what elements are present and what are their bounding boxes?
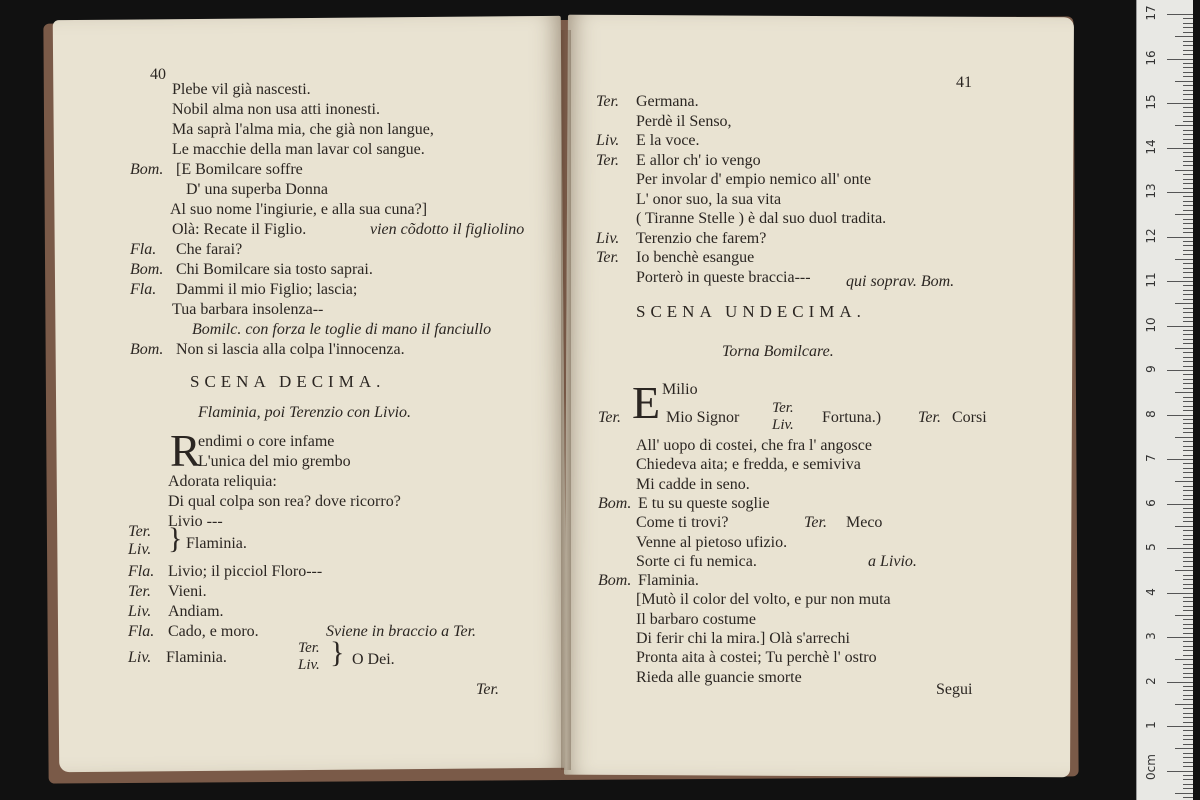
ruler-tick xyxy=(1183,686,1193,687)
verse-line: Flaminia. xyxy=(166,649,227,666)
scene-title: SCENA DECIMA. xyxy=(190,372,386,391)
speaker-label: Liv. xyxy=(128,649,152,666)
ruler-tick xyxy=(1183,76,1193,77)
ruler-tick xyxy=(1183,179,1193,180)
ruler-tick xyxy=(1183,272,1193,273)
ruler-tick xyxy=(1183,472,1193,473)
ruler-label: 16 xyxy=(1144,49,1158,66)
speaker-label: Ter. xyxy=(596,151,619,169)
ruler-tick xyxy=(1175,303,1193,304)
scene-characters: Torna Bomilcare. xyxy=(722,343,834,360)
verse-line: Che farai? xyxy=(176,241,243,258)
verse-line: Adorata reliquia: xyxy=(168,473,277,490)
ruler-tick xyxy=(1183,690,1193,691)
ruler-tick xyxy=(1183,517,1193,518)
stage-direction: vien cõdotto il figliolino xyxy=(370,221,525,238)
verse-line: Non si lascia alla colpa l'innocenza. xyxy=(176,341,405,358)
ruler-tick xyxy=(1183,94,1193,95)
ruler-tick xyxy=(1175,615,1193,616)
ruler-tick xyxy=(1183,521,1193,522)
ruler-tick xyxy=(1183,539,1193,540)
ruler-label: 12 xyxy=(1144,227,1158,244)
ruler-label: 0cm xyxy=(1144,753,1158,780)
ruler-tick xyxy=(1183,584,1193,585)
speaker-label: Ter. xyxy=(128,583,151,600)
ruler-label: 1 xyxy=(1144,721,1158,729)
ruler-tick xyxy=(1183,152,1193,153)
ruler-tick xyxy=(1183,228,1193,229)
speaker-label: Ter. xyxy=(804,514,827,532)
verse-line: O Dei. xyxy=(352,651,395,668)
ruler-tick xyxy=(1183,250,1193,251)
ruler-tick xyxy=(1183,561,1193,562)
ruler-tick xyxy=(1175,659,1193,660)
ruler-tick xyxy=(1183,312,1193,313)
ruler-label: 3 xyxy=(1144,632,1158,640)
verse-line: E tu su queste soglie xyxy=(638,494,770,512)
ruler-tick xyxy=(1183,357,1193,358)
ruler-tick xyxy=(1183,713,1193,714)
verse-line: Come ti trovi? xyxy=(636,514,729,532)
ruler-tick xyxy=(1183,232,1193,233)
verse-line: Venne al pietoso ufizio. xyxy=(636,533,788,551)
ruler-tick xyxy=(1183,379,1193,380)
verse-line: Fortuna.) xyxy=(822,409,882,426)
verse-line: Di qual colpa son rea? dove ricorro? xyxy=(168,493,401,510)
verse-line: Io benchè esangue xyxy=(636,249,755,266)
ruler-tick xyxy=(1183,450,1193,451)
ruler-tick xyxy=(1183,410,1193,411)
scene-characters: Flaminia, poi Terenzio con Livio. xyxy=(198,404,412,421)
measuring-ruler xyxy=(1136,0,1193,800)
ruler-tick xyxy=(1175,214,1193,215)
stage-direction: Bomilc. con forza le toglie di mano il fanciullo xyxy=(192,321,492,338)
ruler-tick xyxy=(1183,139,1193,140)
ruler-tick xyxy=(1167,281,1193,282)
ruler-tick xyxy=(1175,570,1193,571)
ruler-tick xyxy=(1183,321,1193,322)
ruler-label: 8 xyxy=(1144,409,1158,418)
ruler-tick xyxy=(1183,23,1193,24)
verse-line: Tua barbara insolenza-- xyxy=(172,301,324,318)
verse-line: Flaminia. xyxy=(186,535,247,552)
speaker-label: Fla. xyxy=(130,281,157,298)
ruler-tick xyxy=(1175,170,1193,171)
ruler-tick xyxy=(1183,352,1193,353)
speaker-label: Liv. xyxy=(128,603,152,620)
ruler-tick xyxy=(1175,793,1193,794)
verse-line: Pronta aita à costei; Tu perchè l' ostro xyxy=(636,649,877,667)
ruler-tick xyxy=(1183,766,1193,767)
ruler-label: 9 xyxy=(1144,365,1158,373)
ruler-label: 17 xyxy=(1144,5,1158,21)
ruler-tick xyxy=(1183,677,1193,678)
ruler-tick xyxy=(1183,401,1193,402)
ruler-tick xyxy=(1183,406,1193,407)
ruler-tick xyxy=(1183,210,1193,211)
ruler-tick xyxy=(1183,343,1193,344)
ruler-tick xyxy=(1183,762,1193,763)
ruler-tick xyxy=(1183,366,1193,367)
ruler-tick xyxy=(1183,330,1193,331)
ruler-tick xyxy=(1183,268,1193,269)
ruler-tick xyxy=(1183,50,1193,51)
verse-line: E la voce. xyxy=(636,132,700,149)
ruler-tick xyxy=(1183,730,1193,731)
verse-line: Terenzio che farem? xyxy=(636,229,767,247)
ruler-tick xyxy=(1167,415,1193,416)
verse-line: Cado, e moro. xyxy=(168,623,259,640)
verse-line: E allor ch' io vengo xyxy=(636,151,761,169)
verse-line: Plebe vil già nascesti. xyxy=(172,81,311,98)
verse-line: Sorte ci fu nemica. xyxy=(636,552,757,570)
ruler-label: 14 xyxy=(1144,138,1158,155)
ruler-tick xyxy=(1183,646,1193,647)
ruler-tick xyxy=(1183,575,1193,576)
verse-line: Dammi il mio Figlio; lascia; xyxy=(176,281,358,298)
ruler-tick xyxy=(1167,103,1193,104)
ruler-tick xyxy=(1183,290,1193,291)
ruler-tick xyxy=(1183,699,1193,700)
ruler-tick xyxy=(1183,606,1193,607)
ruler-tick xyxy=(1183,428,1193,429)
ruler-label: 13 xyxy=(1144,183,1158,199)
ruler-tick xyxy=(1183,183,1193,184)
ruler-tick xyxy=(1183,552,1193,553)
ruler-tick xyxy=(1183,254,1193,255)
ruler-tick xyxy=(1183,308,1193,309)
speaker-label: Bom. xyxy=(598,494,632,512)
page-number: 41 xyxy=(956,74,972,91)
speaker-label: Fla. xyxy=(128,623,155,640)
ruler-tick xyxy=(1175,259,1193,260)
ruler-tick xyxy=(1183,419,1193,420)
ruler-tick xyxy=(1183,477,1193,478)
ruler-tick xyxy=(1183,134,1193,135)
speaker-label: Bom. xyxy=(598,572,632,590)
speaker-stack: Ter. Liv. xyxy=(128,523,152,558)
ruler-tick xyxy=(1183,165,1193,166)
ruler-tick xyxy=(1183,579,1193,580)
ruler-tick xyxy=(1183,784,1193,785)
ruler-tick xyxy=(1167,459,1193,460)
ruler-tick xyxy=(1183,441,1193,442)
ruler-tick xyxy=(1183,432,1193,433)
ruler-tick xyxy=(1183,673,1193,674)
ruler-tick xyxy=(1167,148,1193,149)
stage-direction: qui soprav. Bom. xyxy=(846,272,955,290)
ruler-tick xyxy=(1183,530,1193,531)
ruler-tick xyxy=(1183,463,1193,464)
ruler-tick xyxy=(1183,717,1193,718)
verse-line: Andiam. xyxy=(168,603,224,620)
ruler-tick xyxy=(1183,499,1193,500)
ruler-tick xyxy=(1167,548,1193,549)
verse-line: L' onor suo, la sua vita xyxy=(636,190,782,208)
ruler-tick xyxy=(1167,14,1193,15)
ruler-label: 4 xyxy=(1144,587,1158,596)
ruler-tick xyxy=(1183,633,1193,634)
ruler-tick xyxy=(1183,161,1193,162)
speaker-label: Bom. xyxy=(130,261,164,278)
ruler-tick xyxy=(1183,753,1193,754)
ruler-tick xyxy=(1183,156,1193,157)
verse-line: Corsi xyxy=(952,409,987,426)
verse-line: Per involar d' empio nemico all' onte xyxy=(636,171,872,188)
ruler-tick xyxy=(1183,196,1193,197)
ruler-tick xyxy=(1183,383,1193,384)
ruler-tick xyxy=(1183,245,1193,246)
ruler-tick xyxy=(1183,219,1193,220)
ruler-tick xyxy=(1183,566,1193,567)
ruler-tick xyxy=(1183,641,1193,642)
ruler-tick xyxy=(1167,237,1193,238)
ruler-tick xyxy=(1167,192,1193,193)
verse-line: L'unica del mio grembo xyxy=(198,453,351,470)
verse-line: Livio --- xyxy=(168,513,223,530)
ruler-tick xyxy=(1183,739,1193,740)
ruler-tick xyxy=(1167,370,1193,371)
ruler-tick xyxy=(1183,143,1193,144)
verse-line: Chiedeva aita; e fredda, e semiviva xyxy=(636,456,861,474)
ruler-tick xyxy=(1183,619,1193,620)
speaker-label: Ter. xyxy=(598,409,621,426)
ruler-tick xyxy=(1183,775,1193,776)
ruler-tick xyxy=(1183,588,1193,589)
verse-line: All' uopo di costei, che fra l' angosce xyxy=(636,437,872,454)
ruler-tick xyxy=(1183,223,1193,224)
ruler-tick xyxy=(1183,597,1193,598)
ruler-tick xyxy=(1183,601,1193,602)
ruler-tick xyxy=(1183,757,1193,758)
speaker-label: Ter. xyxy=(596,249,619,266)
speaker-label: Fla. xyxy=(128,563,155,580)
ruler-tick xyxy=(1183,72,1193,73)
ruler-tick xyxy=(1183,121,1193,122)
catchword: Segui xyxy=(936,681,973,698)
verse-line: Il barbaro costume xyxy=(636,610,756,628)
ruler-tick xyxy=(1183,535,1193,536)
ruler-tick xyxy=(1175,81,1193,82)
ruler-tick xyxy=(1167,682,1193,683)
brace-glyph: } xyxy=(168,522,183,555)
ruler-tick xyxy=(1183,277,1193,278)
verse-line: Germana. xyxy=(636,93,699,110)
verse-line: Mi cadde in seno. xyxy=(636,475,750,493)
ruler-tick xyxy=(1183,32,1193,33)
ruler-tick xyxy=(1183,655,1193,656)
ruler-tick xyxy=(1183,628,1193,629)
ruler-tick xyxy=(1167,771,1193,772)
ruler-label: 6 xyxy=(1144,498,1158,507)
speaker-stack: Ter. Liv. xyxy=(772,400,794,433)
speaker-label: Liv. xyxy=(596,229,620,247)
ruler-tick xyxy=(1183,294,1193,295)
speaker-label: Ter. xyxy=(918,409,941,426)
drop-cap: E xyxy=(632,377,661,428)
verse-line: ( Tiranne Stelle ) è dal suo duol tradita. xyxy=(636,210,887,227)
ruler-tick xyxy=(1183,174,1193,175)
speaker-label: Ter. xyxy=(596,93,619,110)
ruler-label: 10 xyxy=(1144,316,1158,333)
brace-glyph: } xyxy=(330,636,345,669)
verse-line: Perdè il Senso, xyxy=(636,112,732,130)
verse-line: Le macchie della man lavar col sangue. xyxy=(172,141,425,158)
ruler-tick xyxy=(1175,748,1193,749)
ruler-tick xyxy=(1183,664,1193,665)
ruler-tick xyxy=(1183,241,1193,242)
ruler-tick xyxy=(1167,637,1193,638)
verse-line: Meco xyxy=(846,514,883,532)
ruler-tick xyxy=(1183,708,1193,709)
ruler-tick xyxy=(1175,437,1193,438)
ruler-tick xyxy=(1183,744,1193,745)
ruler-tick xyxy=(1183,285,1193,286)
ruler-tick xyxy=(1183,544,1193,545)
verse-line: Milio xyxy=(662,381,698,398)
verse-line: [Mutò il color del volto, e pur non muta xyxy=(636,591,891,609)
ruler-tick xyxy=(1183,779,1193,780)
verse-line: Vieni. xyxy=(168,583,207,600)
ruler-tick xyxy=(1175,125,1193,126)
drop-cap: R xyxy=(170,425,201,476)
speaker-label: Bom. xyxy=(130,161,164,178)
verse-line: Di ferir chi la mira.] Olà s'arrechi xyxy=(636,630,850,647)
speaker-label: Bom. xyxy=(130,341,164,358)
ruler-tick xyxy=(1183,317,1193,318)
ruler-tick xyxy=(1183,299,1193,300)
ruler-tick xyxy=(1183,610,1193,611)
ruler-tick xyxy=(1183,263,1193,264)
ruler-tick xyxy=(1167,59,1193,60)
ruler-tick xyxy=(1183,397,1193,398)
verse-line: Rieda alle guancie smorte xyxy=(636,668,802,686)
ruler-tick xyxy=(1183,668,1193,669)
ruler-tick xyxy=(1183,339,1193,340)
ruler-tick xyxy=(1183,130,1193,131)
ruler-tick xyxy=(1183,27,1193,28)
ruler-tick xyxy=(1183,788,1193,789)
speaker-stack: Ter. Liv. xyxy=(298,640,320,673)
ruler-tick xyxy=(1183,388,1193,389)
verse-line: Chi Bomilcare sia tosto saprai. xyxy=(176,261,373,278)
page-number: 40 xyxy=(150,66,166,83)
ruler-tick xyxy=(1167,504,1193,505)
ruler-tick xyxy=(1183,624,1193,625)
ruler-label: 11 xyxy=(1144,272,1158,288)
scene-title: SCENA UNDECIMA. xyxy=(636,302,866,321)
ruler-label: 5 xyxy=(1144,543,1158,551)
speaker-label: Fla. xyxy=(130,241,157,258)
ruler-tick xyxy=(1183,99,1193,100)
ruler-tick xyxy=(1183,188,1193,189)
ruler-tick xyxy=(1183,495,1193,496)
ruler-tick xyxy=(1183,112,1193,113)
ruler-tick xyxy=(1183,116,1193,117)
ruler-tick xyxy=(1183,446,1193,447)
ruler-tick xyxy=(1183,490,1193,491)
ruler-tick xyxy=(1183,508,1193,509)
ruler-tick xyxy=(1183,54,1193,55)
verse-line: Livio; il picciol Floro--- xyxy=(168,563,323,580)
verse-line: Mio Signor xyxy=(666,409,740,426)
verse-line: Ma saprà l'alma mia, che già non langue, xyxy=(172,121,434,138)
ruler-tick xyxy=(1183,797,1193,798)
ruler-tick xyxy=(1183,557,1193,558)
catchword: Ter. xyxy=(476,681,499,698)
ruler-tick xyxy=(1183,423,1193,424)
ruler-label: 2 xyxy=(1144,676,1158,685)
ruler-tick xyxy=(1183,45,1193,46)
ruler-tick xyxy=(1183,107,1193,108)
ruler-label: 15 xyxy=(1144,94,1158,110)
verse-line: D' una superba Donna xyxy=(186,181,328,198)
ruler-tick xyxy=(1183,67,1193,68)
stage-direction: Sviene in braccio a Ter. xyxy=(326,623,477,640)
verse-line: endimi o core infame xyxy=(198,433,335,450)
verse-line: Porterò in queste braccia--- xyxy=(636,268,811,286)
ruler-tick xyxy=(1183,722,1193,723)
ruler-tick xyxy=(1183,205,1193,206)
ruler-tick xyxy=(1183,41,1193,42)
ruler-tick xyxy=(1183,18,1193,19)
ruler-tick xyxy=(1167,726,1193,727)
verse-line: Al suo nome l'ingiurie, e alla sua cuna?] xyxy=(170,201,428,218)
ruler-tick xyxy=(1167,326,1193,327)
ruler-tick xyxy=(1183,90,1193,91)
ruler-tick xyxy=(1175,704,1193,705)
ruler-tick xyxy=(1183,468,1193,469)
ruler-tick xyxy=(1175,526,1193,527)
ruler-tick xyxy=(1175,392,1193,393)
ruler-tick xyxy=(1183,361,1193,362)
verse-line: Flaminia. xyxy=(638,572,699,590)
verse-line: Olà: Recate il Figlio. xyxy=(172,221,307,238)
ruler-tick xyxy=(1183,201,1193,202)
book-gutter xyxy=(561,30,571,770)
verse-line: Nobil alma non usa atti inonesti. xyxy=(172,101,380,118)
ruler-tick xyxy=(1175,481,1193,482)
ruler-tick xyxy=(1183,735,1193,736)
ruler-tick xyxy=(1183,85,1193,86)
ruler-tick xyxy=(1183,512,1193,513)
ruler-label: 7 xyxy=(1144,454,1158,462)
ruler-tick xyxy=(1183,486,1193,487)
ruler-tick xyxy=(1183,374,1193,375)
ruler-tick xyxy=(1175,348,1193,349)
ruler-tick xyxy=(1183,455,1193,456)
ruler-tick xyxy=(1183,334,1193,335)
ruler-tick xyxy=(1167,593,1193,594)
ruler-tick xyxy=(1183,695,1193,696)
ruler-tick xyxy=(1175,36,1193,37)
speaker-label: Liv. xyxy=(596,132,620,149)
verse-line: [E Bomilcare soffre xyxy=(176,161,303,178)
ruler-tick xyxy=(1183,63,1193,64)
ruler-tick xyxy=(1183,650,1193,651)
stage-direction: a Livio. xyxy=(868,552,917,570)
